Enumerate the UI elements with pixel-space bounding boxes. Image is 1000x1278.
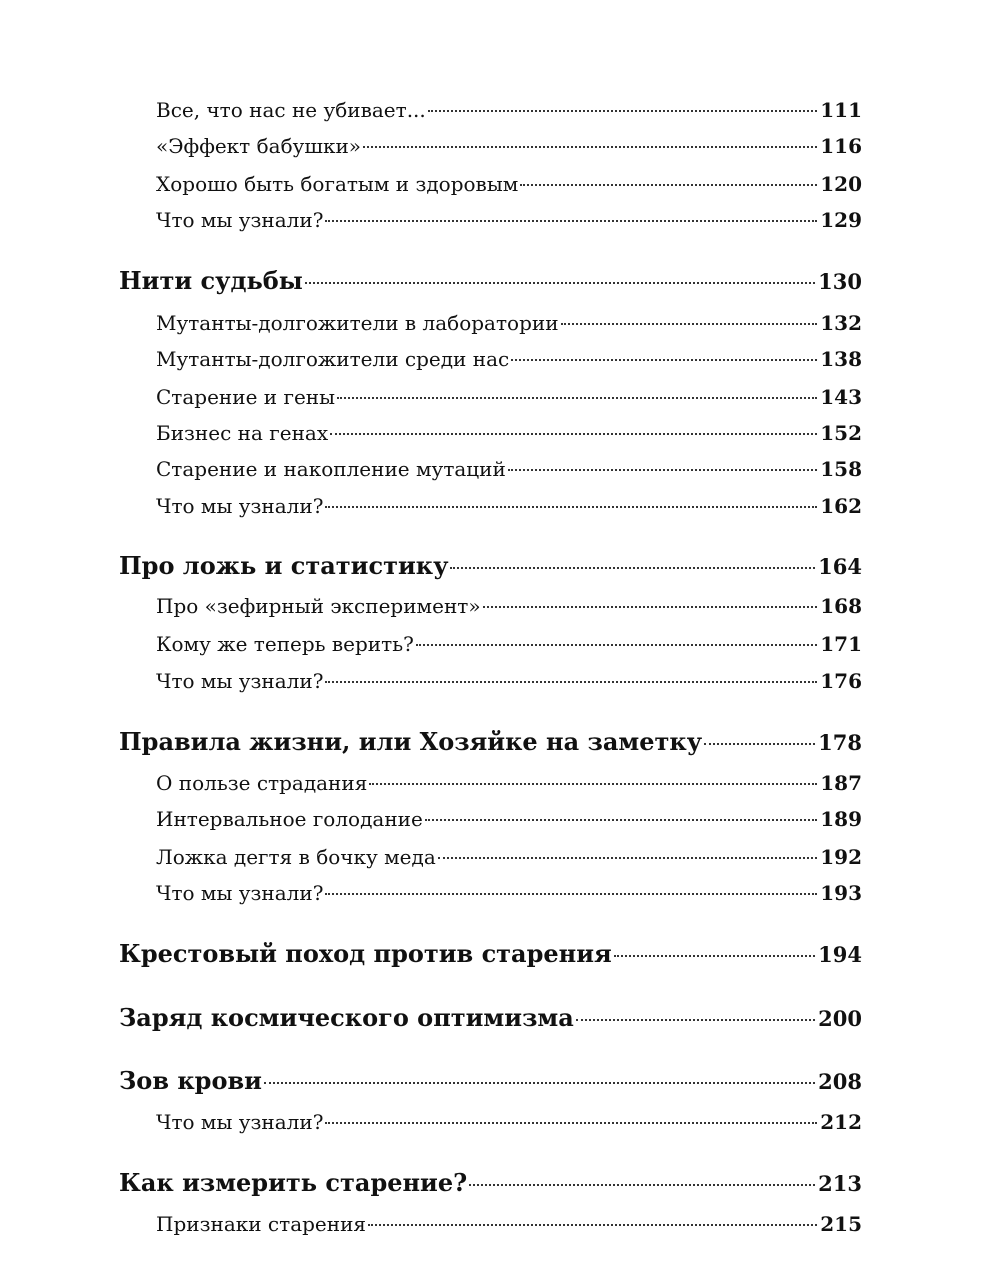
dot-leader [704,743,815,745]
toc-entry[interactable] [156,491,862,521]
toc-entry[interactable] [156,768,862,798]
toc-entry[interactable] [156,308,862,338]
toc-entry-title: Мутанты-долгожители среди нас [156,347,510,371]
dot-leader [469,1184,815,1186]
dot-leader [428,110,817,112]
toc-entry-page: 158 [820,457,862,481]
toc-chapter[interactable] [119,549,862,583]
toc-entry[interactable] [156,1209,862,1239]
toc-entry[interactable] [156,418,862,448]
toc-entry-page: 116 [820,134,862,158]
toc-entry-title: «Эффект бабушки» [156,134,362,158]
toc-chapter[interactable] [119,937,862,971]
toc-entry[interactable] [156,1107,862,1137]
toc-entry-title: Что мы узнали? [156,1110,324,1134]
toc-entry-page: 189 [820,807,862,831]
toc-entry-title: Про «зефирный эксперимент» [156,594,481,618]
toc-entry-page: 187 [820,771,862,795]
toc-entry-page: 212 [820,1110,862,1134]
dot-leader [363,146,817,148]
toc-entry[interactable] [156,629,862,659]
toc-chapter-page: 130 [818,269,862,294]
toc-entry-page: 215 [820,1212,862,1236]
toc-entry-page: 192 [820,845,862,869]
toc-entry[interactable] [156,205,862,235]
toc-chapter-title: Про ложь и статистику [119,551,449,580]
dot-leader [438,857,817,859]
toc-entry-title: Что мы узнали? [156,669,324,693]
toc-entry[interactable] [156,131,862,161]
toc-entry-page: 120 [820,172,862,196]
dot-leader [369,783,817,785]
dot-leader [425,819,817,821]
toc-entry-title: Старение и гены [156,385,336,409]
toc-entry[interactable] [156,591,862,621]
toc-entry[interactable] [156,169,862,199]
toc-entry[interactable] [156,344,862,374]
toc-entry[interactable] [156,804,862,834]
toc-chapter-page: 178 [818,730,862,755]
dot-leader [325,506,817,508]
dot-leader [330,433,817,435]
toc-chapter-page: 200 [818,1006,862,1031]
toc-chapter[interactable] [119,1064,862,1098]
toc-entry-page: 132 [820,311,862,335]
toc-chapter-title: Крестовый поход против старения [119,939,612,968]
toc-chapter-title: Зов крови [119,1066,262,1095]
toc-chapter[interactable] [119,725,862,759]
dot-leader [520,184,817,186]
toc-chapter-page: 208 [818,1069,862,1094]
toc-entry-title: Кому же теперь верить? [156,632,414,656]
toc-chapter-title: Правила жизни, или Хозяйке на заметку [119,727,703,756]
toc-chapter-title: Как измерить старение? [119,1168,468,1197]
toc-entry-title: Бизнес на генах [156,421,329,445]
toc-entry-page: 138 [820,347,862,371]
dot-leader [325,893,817,895]
toc-entry[interactable] [156,666,862,696]
toc-entry-page: 171 [820,632,862,656]
table-of-contents [119,0,862,1278]
toc-entry-title: Ложка дегтя в бочку меда [156,845,436,869]
dot-leader [368,1224,817,1226]
toc-entry-page: 129 [820,208,862,232]
toc-entry-title: Мутанты-долгожители в лаборатории [156,311,559,335]
dot-leader [508,469,817,471]
toc-entry[interactable] [156,382,862,412]
toc-entry[interactable] [156,95,862,125]
toc-entry-page: 176 [820,669,862,693]
toc-chapter[interactable] [119,1001,862,1035]
toc-chapter-page: 213 [818,1171,862,1196]
toc-entry-title: Интервальное голодание [156,807,423,831]
dot-leader [614,955,815,957]
toc-entry-page: 111 [820,98,862,122]
toc-entry-title: Что мы узнали? [156,494,324,518]
toc-chapter-page: 164 [818,554,862,579]
toc-entry-page: 143 [820,385,862,409]
toc-entry-page: 162 [820,494,862,518]
toc-entry-title: Что мы узнали? [156,208,324,232]
toc-entry-title: Старение и накопление мутаций [156,457,506,481]
toc-entry-title: Признаки старения [156,1212,367,1236]
toc-chapter[interactable] [119,264,862,298]
dot-leader [450,567,815,569]
toc-entry[interactable] [156,842,862,872]
dot-leader [561,323,818,325]
toc-entry-page: 152 [820,421,862,445]
dot-leader [264,1082,815,1084]
toc-entry[interactable] [156,878,862,908]
toc-entry-title: О пользе страдания [156,771,368,795]
dot-leader [305,282,815,284]
toc-entry-title: Хорошо быть богатым и здоровым [156,172,519,196]
toc-entry-title: Что мы узнали? [156,881,324,905]
toc-entry[interactable] [156,454,862,484]
dot-leader [325,1122,817,1124]
dot-leader [511,359,817,361]
dot-leader [576,1019,815,1021]
toc-entry-page: 168 [820,594,862,618]
toc-entry-page: 193 [820,881,862,905]
toc-chapter-title: Заряд космического оптимизма [119,1003,574,1032]
toc-entry-title: Все, что нас не убивает... [156,98,426,122]
dot-leader [337,397,817,399]
toc-chapter-page: 194 [818,942,862,967]
dot-leader [325,681,817,683]
toc-chapter-title: Нити судьбы [119,266,303,295]
dot-leader [325,220,817,222]
dot-leader [416,644,817,646]
toc-chapter[interactable] [119,1166,862,1200]
dot-leader [483,606,818,608]
